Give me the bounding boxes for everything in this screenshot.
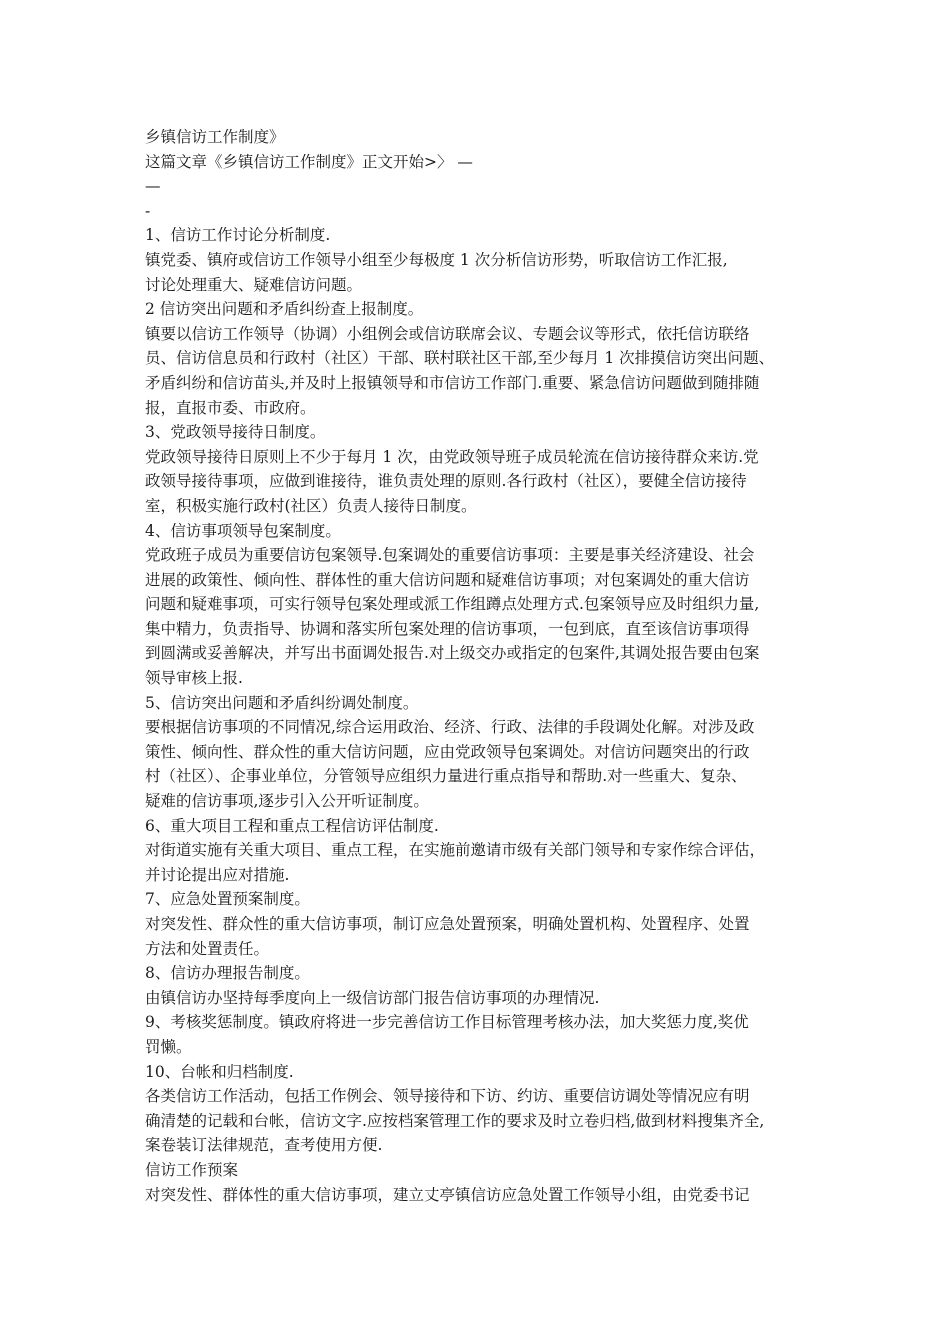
section-body-line: 策性、倾向性、群众性的重大信访问题，应由党政领导包案调处。对信访问题突出的行政 — [145, 742, 750, 761]
section-body-line: 领导审核上报. — [145, 669, 243, 688]
document-title: 乡镇信访工作制度》 — [145, 128, 285, 146]
document-intro: 这篇文章《乡镇信访工作制度》正文开始>〉 — — [145, 152, 473, 171]
sections-container — [145, 223, 815, 1207]
section-heading: 7、应急处置预案制度。 — [145, 890, 310, 909]
document-body — [145, 125, 815, 1207]
section-body-line: 各类信访工作活动，包括工作例会、领导接待和下访、约访、重要信访调处等情况应有明 — [145, 1087, 750, 1106]
section-heading: 4、信访事项领导包案制度。 — [145, 521, 341, 540]
hyphen-line: - — [145, 201, 151, 220]
section-body-line: 案卷装订法律规范，查考使用方便. — [145, 1136, 383, 1155]
section-body-line: 报，直报市委、市政府。 — [145, 398, 316, 417]
section-heading: 8、信访办理报告制度。 — [145, 964, 310, 983]
section-heading: 6、重大项目工程和重点工程信访评估制度. — [145, 816, 439, 835]
section-body-line: 到圆满或妥善解决，并写出书面调处报告.对上级交办或指定的包案件,其调处报告要由包案 — [145, 644, 760, 663]
section-heading: 10、台帐和归档制度. — [145, 1062, 294, 1081]
section-body-line: 党政领导接待日原则上不少于每月 1 次，由党政领导班子成员轮流在信访接待群众来访.党 — [145, 447, 759, 466]
section-body-line: 确清楚的记载和台帐，信访文字.应按档案管理工作的要求及时立卷归档,做到材料搜集齐全, — [145, 1111, 765, 1130]
section-heading: 9、考核奖惩制度。镇政府将进一步完善信访工作目标管理考核办法，加大奖惩力度,奖优 — [145, 1013, 749, 1032]
section-heading: 3、党政领导接待日制度。 — [145, 423, 326, 442]
section-body-line: 村（社区）、企事业单位，分管领导应组织力量进行重点指导和帮助.对一些重大、复杂、 — [145, 767, 747, 786]
section-body-line: 集中精力，负责指导、协调和落实所包案处理的信访事项，一包到底，直至该信访事项得 — [145, 619, 750, 638]
section-body-line: 并讨论提出应对措施. — [145, 865, 290, 884]
section-body-line: 进展的政策性、倾向性、群体性的重大信访问题和疑难信访事项；对包案调处的重大信访 — [145, 570, 750, 589]
section-body-line: 对街道实施有关重大项目、重点工程，在实施前邀请市级有关部门领导和专家作综合评估， — [145, 841, 766, 860]
section-body-line: 疑难的信访事项,逐步引入公开听证制度。 — [145, 792, 429, 811]
section-body-line: 政领导接待事项，应做到谁接待，谁负责处理的原则.各行政村（社区），要健全信访接待 — [145, 472, 747, 491]
section-body-line: 要根据信访事项的不同情况,综合运用政治、经济、行政、法律的手段调处化解。对涉及政 — [145, 718, 755, 737]
section-body-line: 党政班子成员为重要信访包案领导.包案调处的重要信访事项：主要是事关经济建设、社会 — [145, 546, 755, 565]
dash-line: — — [145, 177, 161, 196]
section-body-line: 镇要以信访工作领导（协调）小组例会或信访联席会议、专题会议等形式，依托信访联络 — [145, 324, 750, 343]
section-body-line: 方法和处置责任。 — [145, 939, 270, 958]
section-body-line: 罚懒。 — [145, 1037, 192, 1056]
section-body-line: 对突发性、群体性的重大信访事项，建立丈亭镇信访应急处置工作领导小组，由党委书记 — [145, 1185, 750, 1204]
section-heading: 1、信访工作讨论分析制度. — [145, 226, 331, 245]
section-body-line: 对突发性、群众性的重大信访事项，制订应急处置预案，明确处置机构、处置程序、处置 — [145, 915, 750, 933]
section-heading: 信访工作预案 — [145, 1160, 239, 1179]
section-body-line: 镇党委、镇府或信访工作领导小组至少每极度 1 次分析信访形势，听取信访工作汇报, — [145, 250, 728, 269]
section-body-line: 矛盾纠纷和信访苗头,并及时上报镇领导和市信访工作部门.重要、紧急信访问题做到随排随 — [145, 373, 760, 392]
section-body-line: 问题和疑难事项，可实行领导包案处理或派工作组蹲点处理方式.包案领导应及时组织力量, — [145, 595, 760, 614]
section-body-line: 讨论处理重大、疑难信访问题。 — [145, 275, 363, 294]
section-body-line: 室，积极实施行政村(社区）负责人接待日制度。 — [145, 496, 477, 515]
section-body-line: 员、信访信息员和行政村（社区）干部、联村联社区干部,至少每月 1 次排摸信访突出问题、 — [145, 349, 775, 368]
section-body-line: 由镇信访办坚持每季度向上一级信访部门报告信访事项的办理情况. — [145, 988, 600, 1007]
section-heading: 5、信访突出问题和矛盾纠纷调处制度。 — [145, 693, 419, 712]
section-heading: 2 信访突出问题和矛盾纠纷查上报制度。 — [145, 300, 424, 319]
